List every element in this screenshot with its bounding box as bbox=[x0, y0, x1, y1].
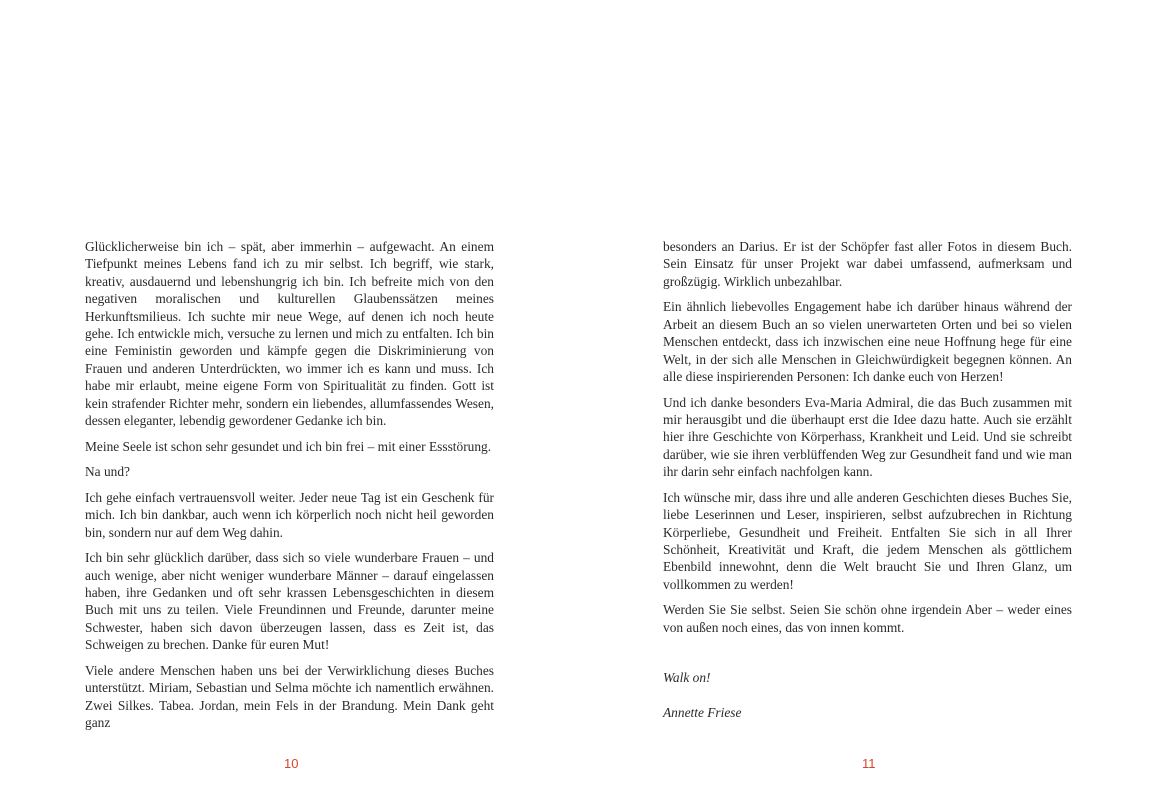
closing-line: Walk on! bbox=[663, 670, 711, 686]
paragraph: Na und? bbox=[85, 464, 130, 480]
paragraph: Viele andere Menschen haben uns bei der Verwirklichung dieses Buches unterstützt. Miriam, Sebastian und Selma möchte ich namentlich erwähnen. Zwei Silkes. Tabea. Jordan, mein Fels in der Brandung. Mein Dank geht ganz bbox=[85, 662, 494, 731]
paragraph: Ich wünsche mir, dass ihre und alle anderen Geschichten dieses Buches Sie, liebe Leserinnen und Leser, inspirieren, selbst aufzubrechen in Richtung Körperliebe, Gesundheit und Freiheit. Entfalten Sie sich in all Ihrer Schönheit, Kreativität und Kraft, die jedem Menschen als göttlichem Ebenbild innewohnt, denn die Welt braucht Sie und Ihren Glanz, um vollkommen zu werden! bbox=[663, 489, 1072, 592]
paragraph: Werden Sie Sie selbst. Seien Sie schön ohne irgendein Aber – weder eines von außen noch eines, das von innen kommt. bbox=[663, 602, 1072, 635]
paragraph: Glücklicherweise bin ich – spät, aber immerhin – aufgewacht. An einem Tiefpunkt meines Lebens fand ich zu mir selbst. Ich begriff, wie stark, kreativ, ausdauernd und lebenshungrig ich bin. Ich befreite mich von den negativen moralischen und kulturellen Glaubenssätzen meines Herkunftsmilieus. Ich suchte mir neue Wege, auf denen ich noch heute gehe. Ich entwickle mich, versuche zu lernen und mich zu entfalten. Ich bin eine Feministin geworden und kämpfe gegen die Diskriminierung von Frauen und anderen Unterdrückten, wo immer ich es kann und muss. Ich habe mir erlaubt, meine eigene Form von Spiritualität zu finden. Gott ist kein strafender Richter mehr, sondern ein liebendes, allumfassendes Wesen, dessen eleganter, lebendig gewordener Gedanke ich bin. bbox=[85, 239, 494, 429]
paragraph: Und ich danke besonders Eva-Maria Admiral, die das Buch zusammen mit mir herausgibt und die überhaupt erst die Idee dazu hatte. Auch sie erzählt hier ihre Geschichte von Körperhass, Krankheit und Leid. Und sie schreibt darüber, wie sie ihren verblüffenden Weg zur Gesundheit fand und wie man ihr darin sehr einfach nachfolgen kann. bbox=[663, 394, 1072, 480]
paragraph: Ich gehe einfach vertrauensvoll weiter. Jeder neue Tag ist ein Geschenk für mich. Ich bin dankbar, auch wenn ich körperlich noch nicht heil geworden bin, sondern nur auf dem Weg dahin. bbox=[85, 489, 494, 540]
author-signature: Annette Friese bbox=[663, 704, 742, 720]
right-page-text bbox=[663, 238, 1072, 729]
paragraph: Ich bin sehr glücklich darüber, dass sich so viele wunderbare Frauen – und auch wenige, aber nicht weniger wunderbare Männer – darauf eingelassen haben, ihre Gedanken und oft sehr krassen Lebensgeschichten in diesem Buch mit uns zu teilen. Viele Freundinnen und Freunde, darunter meine Schwester, haben sich davon überzeugen lassen, dass es Zeit ist, das Schweigen zu brechen. Danke für euren Mut! bbox=[85, 550, 494, 653]
paragraph: Ein ähnlich liebevolles Engagement habe ich darüber hinaus während der Arbeit an diesem Buch an so vielen unerwarteten Orten und bei so vielen Menschen entdeckt, dass ich inzwischen eine neue Hoffnung hege für eine Welt, in der sich alle Menschen in Gleichwürdigkeit begegnen können. An alle diese inspirierenden Personen: Ich danke euch von Herzen! bbox=[663, 299, 1072, 385]
paragraph: Meine Seele ist schon sehr gesundet und ich bin frei – mit einer Essstörung. bbox=[85, 438, 492, 454]
left-page bbox=[0, 0, 578, 800]
page-number-left: 10 bbox=[284, 756, 299, 771]
page-number-right: 11 bbox=[862, 756, 876, 771]
left-page-text bbox=[85, 238, 494, 740]
right-page bbox=[578, 0, 1157, 800]
paragraph: besonders an Darius. Er ist der Schöpfer fast aller Fotos in diesem Buch. Sein Einsatz für unser Projekt war dabei umfassend, aufmerksam und großzügig. Wirklich unbezahlbar. bbox=[663, 239, 1072, 289]
